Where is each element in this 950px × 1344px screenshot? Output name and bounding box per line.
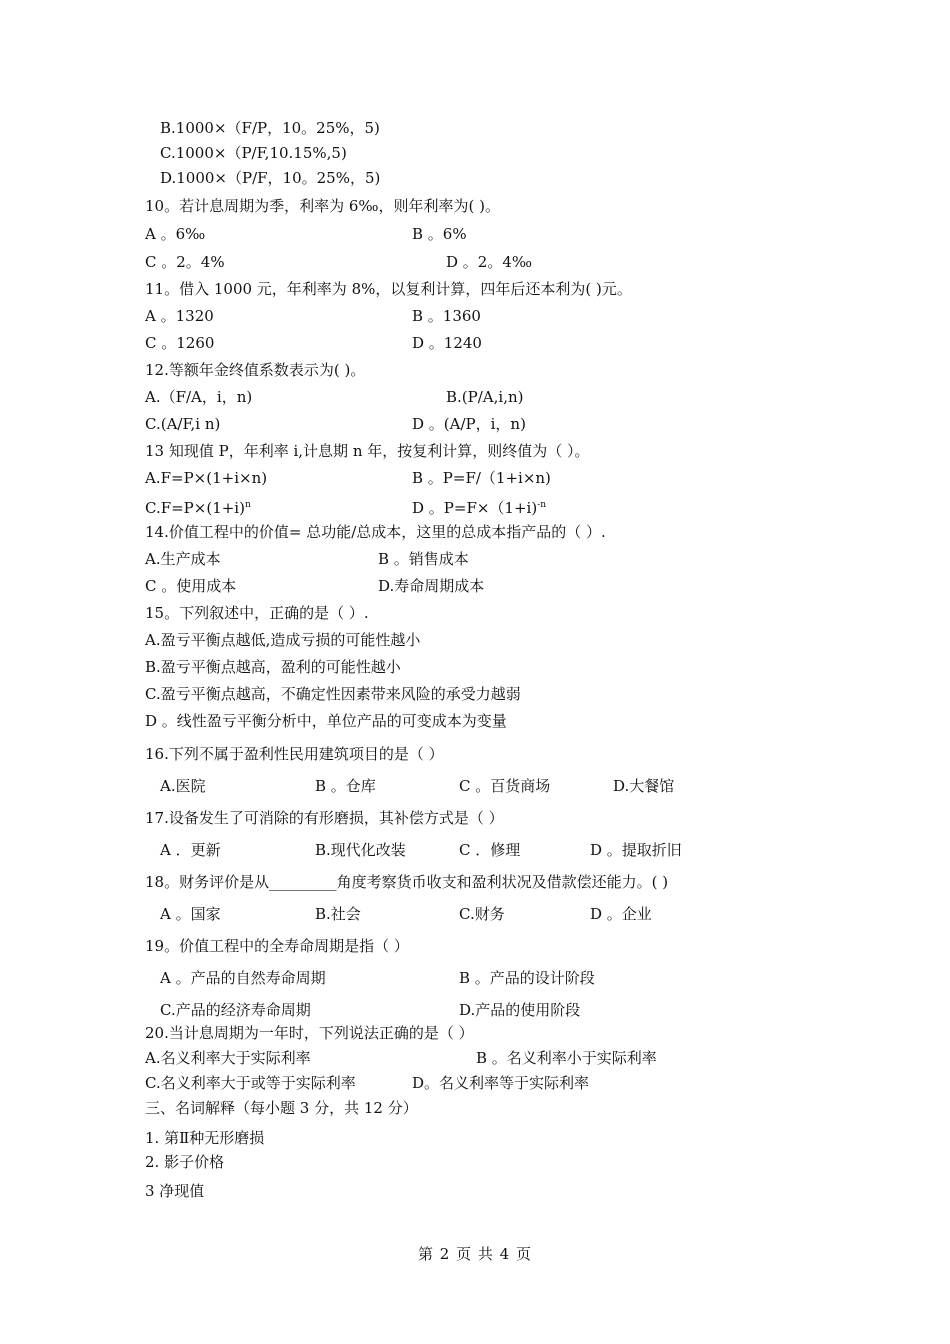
q10-option-b: B 。6% (412, 225, 467, 243)
option-c-line: C.1000×（P/F,10.15%,5) (160, 144, 347, 162)
question-10: 10。若计息周期为季，利率为 6‰，则年利率为( )。 (145, 197, 500, 215)
q19-option-a: A 。产品的自然寿命周期 (160, 969, 326, 987)
q12-option-b: B.(P/A,i,n) (446, 388, 524, 406)
q20-option-a: A.名义利率大于实际利率 (145, 1049, 311, 1067)
q12-option-a: A.（F/A，i，n) (145, 388, 253, 406)
q11-option-c: C 。1260 (145, 334, 215, 352)
q16-option-d: D.大餐馆 (613, 777, 675, 795)
q14-option-d: D.寿命周期成本 (378, 577, 485, 595)
q13-option-b: B 。P=F/（1+i×n) (412, 469, 551, 487)
q14-option-b: B 。销售成本 (378, 550, 469, 568)
question-12: 12.等额年金终值系数表示为( )。 (145, 361, 366, 379)
q15-option-b: B.盈亏平衡点越高，盈利的可能性越小 (145, 658, 401, 676)
question-11: 11。借入 1000 元，年利率为 8%，以复利计算，四年后还本利为( )元。 (145, 280, 632, 298)
question-17: 17.设备发生了可消除的有形磨损，其补偿方式是（ ） (145, 809, 504, 827)
q12-option-d: D 。(A/P，i，n) (412, 415, 526, 433)
q14-option-c: C 。使用成本 (145, 577, 237, 595)
q10-option-c: C 。2。4% (145, 253, 225, 271)
q15-option-a: A.盈亏平衡点越低,造成亏损的可能性越小 (145, 631, 421, 649)
option-b-line: B.1000×（F/P，10。25%，5) (160, 119, 380, 137)
q13-option-c (145, 495, 251, 518)
q16-option-c: C 。百货商场 (459, 777, 551, 795)
term-1: 1. 第Ⅱ种无形磨损 (145, 1129, 265, 1147)
q14-option-a: A.生产成本 (145, 550, 221, 568)
q15-option-c: C.盈亏平衡点越高，不确定性因素带来风险的承受力越弱 (145, 685, 521, 703)
option-d-line: D.1000×（P/F，10。25%，5) (160, 169, 381, 187)
q11-option-d: D 。1240 (412, 334, 482, 352)
q17-option-c: C ．修理 (459, 841, 521, 859)
q17-option-b: B.现代化改装 (315, 841, 406, 859)
q20-option-b: B 。名义利率小于实际利率 (476, 1049, 657, 1067)
q20-option-d: D。名义利率等于实际利率 (412, 1074, 590, 1092)
q18-option-d: D 。企业 (590, 905, 652, 923)
q13-option-d-exponent: -n (537, 500, 547, 510)
q13-option-d (412, 495, 546, 518)
q18-option-b: B.社会 (315, 905, 361, 923)
q17-option-d: D 。提取折旧 (590, 841, 682, 859)
page-footer: 第 2 页 共 4 页 (418, 1245, 532, 1263)
question-14: 14.价值工程中的价值= 总功能/总成本，这里的总成本指产品的（ ）. (145, 523, 606, 541)
q16-option-b: B 。仓库 (315, 777, 376, 795)
question-19: 19。价值工程中的全寿命周期是指（ ） (145, 937, 409, 955)
q19-option-d: D.产品的使用阶段 (459, 1001, 581, 1019)
question-16: 16.下列不属于盈利性民用建筑项目的是（ ） (145, 745, 444, 763)
question-20: 20.当计息周期为一年时，下列说法正确的是（ ） (145, 1024, 474, 1042)
q12-option-c: C.(A/F,i n) (145, 415, 221, 433)
q11-option-b: B 。1360 (412, 307, 481, 325)
q17-option-a: A ．更新 (160, 841, 221, 859)
q13-option-d-text: D 。P=F×（1+i) (412, 499, 538, 517)
question-13: 13 知现值 P，年利率 i,计息期 n 年，按复利计算，则终值为（ ）。 (145, 442, 590, 460)
term-2: 2. 影子价格 (145, 1153, 225, 1171)
q13-option-a: A.F=P×(1+i×n) (145, 469, 268, 487)
q16-option-a: A.医院 (160, 777, 206, 795)
question-15: 15。下列叙述中，正确的是（ ）. (145, 604, 369, 622)
section-3-heading: 三、名词解释（每小题 3 分，共 12 分） (145, 1099, 418, 1117)
q13-option-c-exponent: n (244, 500, 251, 510)
q18-option-a: A 。国家 (160, 905, 221, 923)
q11-option-a: A 。1320 (145, 307, 214, 325)
question-18: 18。财务评价是从_________角度考察货币收支和盈利状况及借款偿还能力。( ) (145, 873, 669, 891)
q20-option-c: C.名义利率大于或等于实际利率 (145, 1074, 356, 1092)
q13-option-c-text: C.F=P×(1+i) (145, 499, 245, 517)
q10-option-d: D 。2。4‰ (446, 253, 533, 271)
q15-option-d: D 。线性盈亏平衡分析中，单位产品的可变成本为变量 (145, 712, 507, 730)
q19-option-c: C.产品的经济寿命周期 (160, 1001, 311, 1019)
q19-option-b: B 。产品的设计阶段 (459, 969, 595, 987)
term-3: 3 净现值 (145, 1182, 205, 1200)
q10-option-a: A 。6‰ (145, 225, 206, 243)
q18-option-c: C.财务 (459, 905, 505, 923)
